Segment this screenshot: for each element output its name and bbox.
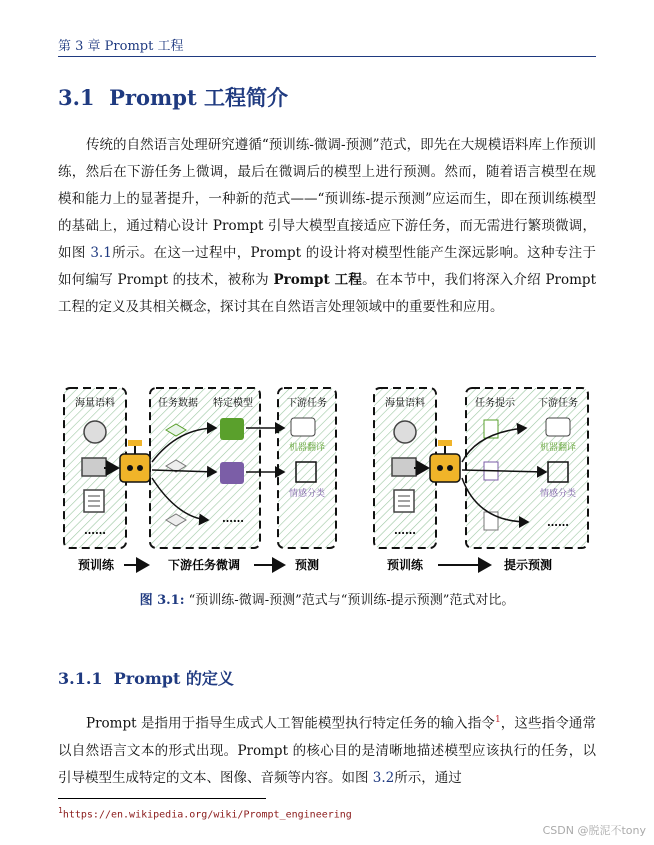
purple-model-icon xyxy=(220,462,244,484)
footnote-rule xyxy=(58,798,266,799)
left-bottom3: 预测 xyxy=(294,558,320,572)
left-col1-dots: …… xyxy=(84,524,106,537)
right-task1-label: 机器翻译 xyxy=(539,443,577,453)
footnote-ref[interactable]: 1 xyxy=(494,715,501,725)
section-title xyxy=(58,82,288,112)
subsection-title xyxy=(58,666,234,689)
subsection-title-text: Prompt 的定义 xyxy=(113,669,234,688)
footnote-number: 1 xyxy=(58,806,63,815)
left-model-dots: …… xyxy=(222,512,244,525)
right-books-icon xyxy=(392,458,416,476)
books-icon xyxy=(82,458,106,476)
left-task1-label: 机器翻译 xyxy=(288,443,326,453)
right-bottom1: 预训练 xyxy=(386,558,424,572)
figure-caption xyxy=(58,589,596,608)
left-bottom2: 下游任务微调 xyxy=(167,558,241,572)
watermark: CSDN @脱泥不tony xyxy=(542,824,646,837)
subsection-number: 3.1.1 xyxy=(58,669,103,688)
intro-paragraph xyxy=(58,132,596,321)
right-bottom2: 提示预测 xyxy=(503,558,553,572)
translate-icon xyxy=(291,418,315,436)
para2-text-1: Prompt 是指用于指导生成式人工智能模型执行特定任务的输入指令 xyxy=(86,715,495,732)
right-task2-label: 情感分类 xyxy=(539,489,577,499)
para1-bold-term: Prompt 工程 xyxy=(273,272,363,288)
right-task-dots: …… xyxy=(547,516,569,529)
left-bottom1: 预训练 xyxy=(77,558,115,572)
footnote xyxy=(58,806,352,820)
figure-ref-link-2[interactable]: 3.2 xyxy=(372,769,395,786)
green-model-icon xyxy=(220,418,244,440)
para1-text-1: 传统的自然语言处理研究遵循“预训练-微调-预测”范式，即先在大规模语料库上作预训练，然后在下游任务上微调，最后在微调后的模型上进行预测。然而，随着语言模型在规模和能力上的显著提升，一种新的范式——“预训练-提示预测”应运而生，即在预训练模型的基础上，通过精心设计 Prompt 引导大模型直接适应下游任务，而无需进行繁琐微调，如图 xyxy=(58,137,596,261)
right-col3-label: 下游任务 xyxy=(538,398,578,409)
para2-text-2: ，这些指令通常以自然语言文本的形式出现。Prompt 的核心目的是清晰地描述模型应该执行的任务，以引导模型生成特定的文本、图像、音频等内容。如图 xyxy=(58,715,596,786)
figure-ref-link[interactable]: 3.1 xyxy=(90,245,112,261)
left-col3-label: 下游任务 xyxy=(287,398,327,409)
para2-text-3: 所示，通过 xyxy=(394,769,462,786)
right-wikipedia-globe-icon xyxy=(394,421,416,443)
section-number: 3.1 xyxy=(58,85,95,110)
left-col2b-label: 特定模型 xyxy=(213,398,253,409)
left-paradigm-panel xyxy=(64,388,336,572)
header-rule xyxy=(58,56,596,57)
section-title-text: Prompt 工程简介 xyxy=(109,85,288,110)
caption-text: “预训练-微调-预测”范式与“预训练-提示预测”范式对比。 xyxy=(188,593,515,608)
right-col1-label: 海量语料 xyxy=(385,398,425,409)
wikipedia-globe-icon xyxy=(84,421,106,443)
paradigm-comparison-figure xyxy=(58,382,596,577)
para1-text-3: 。在本节中，我们将深入介绍 Prompt 工程的定义及其相关概念，探讨其在自然语言处理领域中的重要性和应用。 xyxy=(58,272,596,315)
running-head: 第 3 章 Prompt 工程 xyxy=(58,39,184,54)
left-task2-label: 情感分类 xyxy=(288,489,326,499)
left-col2a-label: 任务数据 xyxy=(158,398,198,409)
para1-text-2: 所示。在这一过程中，Prompt 的设计将对模型性能产生深远影响。这种专注于如何编写 Prompt 的技术，被称为 xyxy=(58,245,596,288)
right-translate-icon xyxy=(546,418,570,436)
definition-paragraph xyxy=(58,707,596,792)
footnote-url[interactable]: https://en.wikipedia.org/wiki/Prompt_engineering xyxy=(62,809,352,821)
right-col1-dots: …… xyxy=(394,524,416,537)
right-col2-label: 任务提示 xyxy=(475,398,515,409)
caption-label: 图 3.1: xyxy=(139,593,185,608)
right-paradigm-panel xyxy=(374,388,588,572)
left-col1-label: 海量语料 xyxy=(75,398,115,409)
